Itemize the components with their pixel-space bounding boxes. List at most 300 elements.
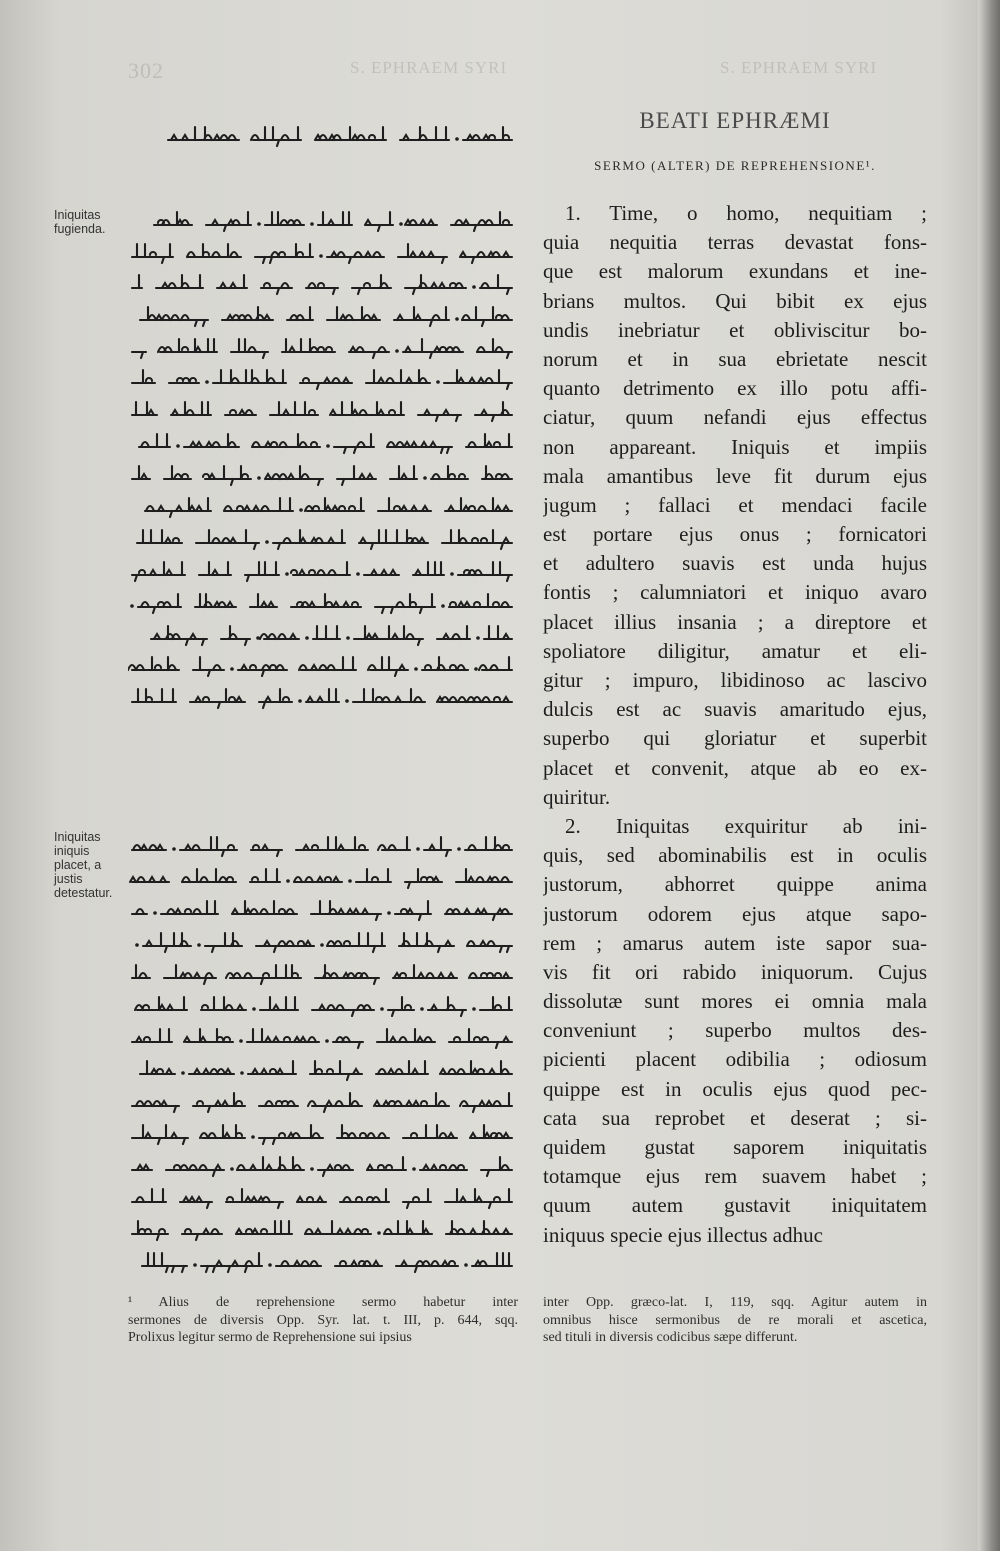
- syriac-word-glyph: [232, 901, 297, 914]
- latin-line: quidem gustat saporem iniquitatis: [543, 1135, 927, 1159]
- syriac-word-glyph: [201, 997, 246, 1010]
- syriac-line: [128, 1118, 518, 1148]
- syriac-word-glyph: [318, 212, 352, 225]
- syriac-punctuation-dot: [319, 254, 323, 258]
- syriac-punctuation-dot: [239, 1039, 243, 1043]
- syriac-word-glyph: [251, 845, 282, 856]
- syriac-word-glyph: [327, 252, 384, 263]
- syriac-word-glyph: [387, 442, 452, 453]
- syriac-word-glyph: [340, 1189, 389, 1202]
- syriac-word-glyph: [189, 1069, 234, 1074]
- syriac-punctuation-dot: [414, 667, 418, 671]
- syriac-word-glyph: [248, 1061, 296, 1074]
- syriac-word-glyph: [260, 634, 299, 639]
- syriac-word-glyph: [245, 562, 279, 581]
- syriac-word-glyph: [390, 466, 417, 479]
- syriac-word-glyph: [449, 594, 512, 607]
- syriac-punctuation-dot: [325, 1039, 329, 1043]
- latin-line: cata sua reprobet et deserat ; si-: [543, 1105, 927, 1130]
- syriac-word-glyph: [403, 339, 463, 358]
- syriac-word-glyph: [250, 869, 280, 882]
- syriac-word-glyph: [265, 212, 304, 225]
- footnote-line: ¹ Alius de reprehensione sermo habetur inter: [128, 1295, 518, 1310]
- syriac-word-glyph: [445, 909, 512, 920]
- syriac-word-glyph: [169, 378, 199, 383]
- syriac-line: [128, 459, 518, 489]
- syriac-word-glyph: [143, 933, 191, 952]
- latin-line: est portare ejus onus ; fornicatori: [543, 522, 927, 547]
- syriac-word-glyph: [337, 1125, 389, 1138]
- syriac-word-glyph: [203, 466, 251, 485]
- latin-line: gitur ; impuro, libidinoso ac lascivo: [543, 668, 927, 692]
- syriac-word-glyph: [437, 697, 512, 702]
- syriac-line: [128, 619, 518, 649]
- syriac-punctuation-dot: [472, 1007, 476, 1011]
- latin-line: et adultero suavis est unda hujus: [543, 551, 927, 576]
- footnote-line: Prolixus legitur sermo de Reprehensione sui ipsius: [128, 1330, 412, 1345]
- latin-line: picienti placent odibilia ; odiosum: [543, 1047, 927, 1072]
- latin-line: jugum ; fallaci et mendaci facile: [543, 492, 927, 517]
- syriac-word-glyph: [396, 1261, 458, 1272]
- page-edge-shadow: [978, 0, 1000, 1551]
- syriac-word-glyph: [190, 689, 245, 708]
- syriac-punctuation-dot: [380, 1007, 384, 1011]
- syriac-word-glyph: [166, 1165, 224, 1176]
- syriac-word-glyph: [187, 244, 241, 257]
- syriac-punctuation-dot: [455, 317, 459, 321]
- syriac-punctuation-dot: [130, 604, 134, 608]
- syriac-word-glyph: [467, 941, 512, 952]
- syriac-punctuation-dot: [457, 847, 461, 851]
- syriac-line: [128, 120, 518, 150]
- syriac-word-glyph: [130, 877, 169, 882]
- syriac-word-glyph: [470, 1125, 512, 1138]
- latin-line: justorum odorem ejus atque sapo-: [543, 901, 927, 926]
- syriac-word-glyph: [206, 212, 251, 231]
- syriac-punctuation-dot: [326, 444, 330, 448]
- syriac-punctuation-dot: [346, 636, 350, 640]
- syriac-word-glyph: [231, 339, 268, 358]
- syriac-word-glyph: [481, 1157, 512, 1176]
- syriac-word-glyph: [327, 933, 385, 952]
- syriac-word-glyph: [405, 220, 437, 225]
- syriac-word-glyph: [451, 212, 512, 231]
- syriac-punctuation-dot: [251, 1135, 255, 1139]
- syriac-punctuation-dot: [441, 604, 445, 608]
- syriac-word-glyph: [460, 252, 512, 263]
- syriac-word-glyph: [480, 997, 512, 1010]
- syriac-line: [128, 650, 518, 680]
- syriac-word-glyph: [265, 466, 323, 485]
- syriac-punctuation-dot: [416, 847, 420, 851]
- syriac-punctuation-dot: [285, 572, 289, 576]
- footnote-left: [128, 1294, 518, 1347]
- syriac-word-glyph: [132, 1165, 152, 1170]
- syriac-word-glyph: [236, 1221, 292, 1234]
- syriac-line: [128, 363, 518, 393]
- syriac-punctuation-dot: [356, 572, 360, 576]
- syriac-word-glyph: [137, 530, 182, 543]
- syriac-word-glyph: [182, 1229, 222, 1240]
- syriac-punctuation-dot: [345, 699, 349, 703]
- syriac-line: [128, 555, 518, 585]
- page-title: BEATI EPHRÆMI: [639, 108, 831, 133]
- footnote-line: sed tituli in diversis codicibus sæpe differunt.: [543, 1330, 798, 1345]
- syriac-word-glyph: [217, 275, 247, 288]
- syriac-line: [128, 1086, 518, 1116]
- syriac-word-glyph: [349, 347, 389, 358]
- syriac-punctuation-dot: [205, 380, 209, 384]
- syriac-word-glyph: [297, 1197, 326, 1202]
- syriac-word-glyph: [224, 498, 293, 511]
- syriac-word-glyph: [472, 1253, 512, 1266]
- syriac-word-glyph: [337, 466, 376, 485]
- syriac-punctuation-dot: [310, 222, 314, 226]
- syriac-word-glyph: [270, 402, 318, 415]
- syriac-word-glyph: [306, 283, 338, 294]
- syriac-word-glyph: [291, 562, 350, 575]
- latin-line: quia nequitia terras devastat fons-: [543, 230, 927, 255]
- scanned-page: 302 S. EPHRAEM SYRI S. EPHRAEM SYRI Iniquitas fugienda. Iniquitas iniquis placet, a justis detestatur. BEATI EPHRÆMI SERMO (ALTER) DE REPREHENSIONE¹. 1. Time, o homo, nequitiam ; quia nequitia terras devastat fons- que est malorum exundans et ine- brians multos. Qui bibit ex ejus undis inebriatur et obliviscitur bo- norum et in sua ebrietate nescit quanto detrimento ex illo potu affi- ciatur, quum nefandi ejus effectus non appareant. Iniquis et impiis mala amantibus leve fit durum ejus jugum ; fallaci et mendaci facile est portare ejus onus ; fornicatori et adultero suavis est unda hujus fontis ; calumniatori et iniquo avaro placet illius insania ; a direptore et spoliatore diligitur, amatur et eli- gitur ; impuro, libidinoso ac lascivo dulcis est ac suavis amaritudo ejus, superbo qui gloriatur et superbit placet et convenit, atque ab eo ex- quiritur. 2. Iniquitas exquiritur ab ini- quis, sed abominabilis est in oculis justorum, abhorret quippe anima justorum odorem ejus atque sapo- rem ; amarus autem iste sapor sua- vis fit ori rabido iniquorum. Cujus dissolutæ sunt mores ei omnia mala conveniunt ; superbo multos des- picienti placent odibilia ; odiosum quippe est in oculis ejus quod pec- cata sua reprobet et deserat ; si- quidem gustat saporem iniquitatis totamque ejus rem suavem habet ; quum autem gustavit iniquitatem iniquus specie ejus illectus adhuc ¹ Alius de reprehensione sermo habetur inter sermones de diversis Opp. Syr. lat. t. III, p. 644, sqq. Prolixus legitur sermo de Reprehensione sui ipsius inter Opp. græco-lat. I, 119, sqq. Agitur autem in omnibus hisce sermonibus de re morali et ascetica, sed tituli in diversis codicibus sæpe differunt.: [0, 0, 1000, 1551]
- latin-line: ciatur, quum nefandi ejus effectus: [543, 405, 927, 430]
- syriac-line: [128, 587, 518, 617]
- syriac-word-glyph: [132, 370, 155, 383]
- syriac-punctuation-dot: [181, 1071, 185, 1075]
- syriac-punctuation-dot: [299, 508, 303, 512]
- syriac-word-glyph: [184, 1029, 233, 1042]
- syriac-punctuation-dot: [268, 1263, 272, 1267]
- syriac-word-glyph: [251, 127, 301, 146]
- syriac-punctuation-dot: [436, 380, 440, 384]
- latin-line: conveniunt ; superbo multos des-: [543, 1018, 927, 1043]
- syriac-punctuation-dot: [135, 943, 139, 947]
- syriac-word-glyph: [135, 997, 187, 1010]
- latin-text-column: [543, 100, 927, 1250]
- syriac-punctuation-dot: [230, 667, 234, 671]
- syriac-word-glyph: [180, 1197, 212, 1208]
- syriac-word-glyph: [164, 965, 216, 984]
- syriac-line: [128, 926, 518, 956]
- syriac-punctuation-dot: [176, 444, 180, 448]
- syriac-word-glyph: [140, 1061, 175, 1074]
- syriac-word-glyph: [308, 1093, 362, 1112]
- syriac-line: [128, 332, 518, 362]
- syriac-word-glyph: [132, 1189, 166, 1202]
- syriac-line: [128, 300, 518, 330]
- latin-line: quiritur.: [543, 784, 611, 809]
- syriac-punctuation-dot: [348, 879, 352, 883]
- syriac-word-glyph: [394, 307, 449, 326]
- syriac-line: [128, 1054, 518, 1084]
- syriac-word-glyph: [463, 127, 512, 140]
- syriac-punctuation-dot: [252, 1007, 256, 1011]
- syriac-line: [128, 237, 518, 267]
- syriac-word-glyph: [315, 965, 379, 984]
- syriac-punctuation-dot: [310, 1167, 314, 1171]
- syriac-word-glyph: [418, 410, 461, 421]
- syriac-word-glyph: [378, 837, 410, 850]
- syriac-word-glyph: [300, 378, 352, 389]
- syriac-punctuation-dot: [172, 847, 176, 851]
- syriac-word-glyph: [132, 275, 142, 288]
- syriac-word-glyph: [138, 594, 181, 613]
- syriac-word-glyph: [333, 1037, 363, 1048]
- syriac-word-glyph: [132, 466, 150, 479]
- syriac-word-glyph: [466, 434, 512, 447]
- syriac-punctuation-dot: [305, 636, 309, 640]
- syriac-punctuation-dot: [476, 636, 480, 640]
- syriac-word-glyph: [405, 275, 466, 294]
- syriac-word-glyph: [310, 1061, 362, 1080]
- syriac-word-glyph: [458, 562, 512, 581]
- syriac-word-glyph: [460, 1093, 512, 1112]
- syriac-word-glyph: [222, 307, 273, 320]
- syriac-word-glyph: [213, 370, 286, 383]
- syriac-word-glyph: [367, 1157, 406, 1170]
- syriac-word-glyph: [315, 127, 386, 140]
- syriac-punctuation-dot: [455, 137, 459, 141]
- syriac-punctuation-dot: [265, 540, 269, 544]
- syriac-punctuation-dot: [257, 476, 261, 480]
- syriac-punctuation-dot: [474, 667, 478, 671]
- syriac-word-glyph: [132, 1101, 179, 1112]
- syriac-word-glyph: [180, 837, 237, 856]
- syriac-punctuation-dot: [412, 1167, 416, 1171]
- syriac-word-glyph: [356, 869, 391, 882]
- latin-line: quanto detrimento ex illo potu affi-: [543, 376, 927, 401]
- syriac-word-glyph: [388, 997, 414, 1016]
- syriac-punctuation-dot: [464, 1263, 468, 1267]
- syriac-line: [128, 830, 518, 860]
- syriac-line: [128, 682, 518, 712]
- syriac-line: [128, 990, 518, 1020]
- syriac-line: [128, 427, 518, 457]
- syriac-word-glyph: [312, 1005, 374, 1016]
- syriac-word-glyph: [132, 562, 185, 581]
- syriac-line: [128, 1022, 518, 1052]
- syriac-word-glyph: [311, 901, 381, 920]
- syriac-word-glyph: [330, 402, 404, 415]
- syriac-word-glyph: [259, 1101, 298, 1106]
- syriac-word-glyph: [193, 657, 224, 676]
- syriac-word-glyph: [128, 657, 179, 670]
- syriac-word-glyph: [413, 562, 444, 575]
- syriac-word-glyph: [422, 657, 468, 670]
- latin-line: non appareant. Iniquis et impiis: [543, 434, 927, 459]
- syriac-word-glyph: [259, 689, 292, 708]
- syriac-word-glyph: [199, 562, 231, 575]
- syriac-word-glyph: [479, 657, 512, 670]
- syriac-word-glyph: [142, 1253, 187, 1272]
- latin-line: que est malorum exundans et ine-: [543, 259, 927, 284]
- syriac-word-glyph: [431, 466, 468, 479]
- syriac-word-glyph: [195, 594, 236, 607]
- syriac-word-glyph: [296, 837, 368, 850]
- syriac-line: [128, 523, 518, 553]
- syriac-punctuation-dot: [257, 222, 261, 226]
- syriac-word-glyph: [250, 594, 277, 607]
- syriac-word-glyph: [276, 1261, 321, 1266]
- syriac-word-glyph: [449, 1029, 512, 1048]
- syriac-word-glyph: [359, 530, 428, 549]
- syriac-word-glyph: [237, 1157, 304, 1170]
- syriac-word-glyph: [456, 869, 512, 882]
- syriac-word-glyph: [424, 837, 451, 856]
- syriac-punctuation-dot: [298, 699, 302, 703]
- syriac-word-glyph: [201, 1253, 262, 1272]
- syriac-line: [128, 268, 518, 298]
- latin-line: quis, sed abominabilis est in oculis: [543, 843, 927, 868]
- syriac-word-glyph: [306, 689, 339, 702]
- syriac-line: [128, 862, 518, 892]
- margin-note-iniquitas-fugienda: Iniquitas fugienda.: [54, 208, 106, 236]
- syriac-word-glyph: [445, 1189, 512, 1208]
- syriac-word-glyph: [444, 370, 512, 389]
- syriac-word-glyph: [400, 127, 449, 140]
- syriac-word-glyph: [132, 1029, 172, 1042]
- syriac-word-glyph: [132, 402, 157, 415]
- syriac-word-glyph: [393, 965, 457, 978]
- latin-line: justorum, abhorret quippe anima: [543, 872, 927, 897]
- syriac-word-glyph: [477, 339, 512, 358]
- syriac-word-glyph: [484, 626, 512, 639]
- syriac-word-glyph: [226, 965, 301, 984]
- syriac-punctuation-dot: [450, 572, 454, 576]
- syriac-punctuation-dot: [240, 1071, 244, 1075]
- margin-note-iniquitas-iniquis: Iniquitas iniquis placet, a justis detestatur.: [54, 830, 113, 900]
- syriac-word-glyph: [353, 689, 425, 702]
- syriac-word-glyph: [299, 657, 356, 670]
- syriac-word-glyph: [171, 402, 211, 415]
- syriac-word-glyph: [256, 941, 314, 952]
- syriac-word-glyph: [259, 1125, 323, 1144]
- syriac-word-glyph: [139, 434, 170, 447]
- syriac-word-glyph: [287, 307, 313, 320]
- syriac-word-glyph: [334, 434, 374, 453]
- syriac-word-glyph: [395, 901, 431, 920]
- syriac-word-glyph: [132, 244, 173, 263]
- syriac-word-glyph: [291, 594, 361, 607]
- syriac-word-glyph: [378, 498, 431, 511]
- syriac-word-glyph: [225, 410, 256, 415]
- footnote-right: [543, 1294, 927, 1347]
- syriac-word-glyph: [132, 352, 146, 358]
- syriac-word-glyph: [462, 307, 512, 326]
- syriac-line: [128, 205, 518, 235]
- syriac-word-glyph: [365, 212, 393, 231]
- syriac-word-glyph: [398, 244, 447, 263]
- syriac-word-glyph: [145, 498, 211, 517]
- syriac-punctuation-dot: [286, 879, 290, 883]
- syriac-word-glyph: [221, 626, 250, 645]
- syriac-word-glyph: [154, 212, 192, 225]
- syriac-word-glyph: [182, 869, 236, 882]
- syriac-word-glyph: [132, 845, 166, 850]
- syriac-word-glyph: [200, 1125, 245, 1138]
- syriac-word-glyph: [480, 275, 512, 294]
- syriac-word-glyph: [273, 530, 345, 549]
- syriac-word-glyph: [151, 626, 207, 645]
- syriac-punctuation-dot: [256, 636, 260, 640]
- latin-line: vis fit ori rabido iniquorum. Cujus: [543, 959, 927, 984]
- latin-line: totamque ejus rem suavem habet ;: [543, 1164, 927, 1189]
- syriac-word-glyph: [132, 1221, 168, 1240]
- syriac-punctuation-dot: [472, 285, 476, 289]
- syriac-word-glyph: [368, 657, 408, 676]
- latin-line: dulcis est ac suavis amaritudo ejus,: [543, 697, 927, 722]
- syriac-punctuation-dot: [197, 943, 201, 947]
- syriac-punctuation-dot: [387, 911, 391, 915]
- syriac-punctuation-dot: [230, 1167, 234, 1171]
- syriac-word-glyph: [161, 901, 218, 914]
- latin-paragraphs: [543, 199, 927, 1250]
- latin-line: spoliatore diligitur, amatur et eli-: [543, 638, 927, 663]
- syriac-word-glyph: [132, 689, 176, 702]
- latin-line: 2. Iniquitas exquiritur ab ini-: [565, 813, 927, 838]
- latin-line: placet et convenit, atque ab eo ex-: [543, 755, 927, 780]
- syriac-word-glyph: [305, 498, 364, 511]
- syriac-word-glyph: [261, 283, 292, 294]
- syriac-line: [128, 958, 518, 988]
- syriac-word-glyph: [132, 909, 147, 914]
- syriac-word-glyph: [437, 626, 470, 639]
- syriac-word-glyph: [193, 1093, 245, 1112]
- syriac-word-glyph: [132, 965, 150, 978]
- syriac-line: [128, 1214, 518, 1244]
- syriac-word-glyph: [366, 370, 430, 383]
- syriac-word-glyph: [327, 307, 380, 320]
- footnote-line: sermones de diversis Opp. Syr. lat. t. III, p. 644, sqq.: [128, 1312, 518, 1328]
- syriac-word-glyph: [376, 1061, 428, 1074]
- syriac-line: [128, 491, 518, 521]
- syriac-line: [128, 395, 518, 425]
- syriac-punctuation-dot: [193, 1263, 197, 1267]
- syriac-word-glyph: [403, 1125, 457, 1138]
- syriac-word-glyph: [354, 626, 423, 645]
- syriac-word-glyph: [375, 594, 435, 613]
- syriac-word-glyph: [205, 933, 242, 952]
- footnote-line: inter Opp. græco-lat. I, 119, sqq. Agitur autem in: [543, 1295, 927, 1310]
- latin-line: placet illius insania ; a direptore et: [543, 609, 927, 634]
- syriac-word-glyph: [440, 1061, 512, 1074]
- syriac-word-glyph: [482, 466, 512, 479]
- latin-line: quum autem gustavit iniquitatem: [543, 1193, 927, 1218]
- syriac-word-glyph: [156, 275, 203, 288]
- syriac-line: [128, 1182, 518, 1212]
- syriac-word-glyph: [294, 877, 342, 882]
- latin-line: norum et in sua ebrietate nescit: [543, 346, 927, 371]
- latin-line: quippe est in oculis ejus quod pec-: [543, 1076, 927, 1101]
- syriac-word-glyph: [445, 498, 512, 511]
- syriac-word-glyph: [405, 869, 442, 888]
- syriac-word-glyph: [226, 1189, 283, 1208]
- syriac-word-glyph: [428, 997, 466, 1016]
- syriac-word-glyph: [238, 665, 287, 676]
- syriac-word-glyph: [164, 466, 191, 479]
- syriac-word-glyph: [377, 1029, 435, 1042]
- syriac-line: [128, 894, 518, 924]
- syriac-word-glyph: [313, 626, 340, 639]
- latin-line: fontis ; calumniatori et iniquo avaro: [543, 580, 927, 605]
- syriac-line: [128, 1246, 518, 1276]
- latin-line: 1. Time, o homo, nequitiam ;: [565, 201, 927, 225]
- syriac-word-glyph: [446, 1221, 512, 1234]
- latin-line: undis inebriatur et obliviscitur bo-: [543, 317, 927, 342]
- latin-line: dissolutæ sunt mores ei omnia mala: [543, 989, 927, 1014]
- syriac-word-glyph: [465, 837, 512, 850]
- latin-line: brians multos. Qui bibit ex ejus: [543, 288, 927, 313]
- syriac-punctuation-dot: [320, 943, 324, 947]
